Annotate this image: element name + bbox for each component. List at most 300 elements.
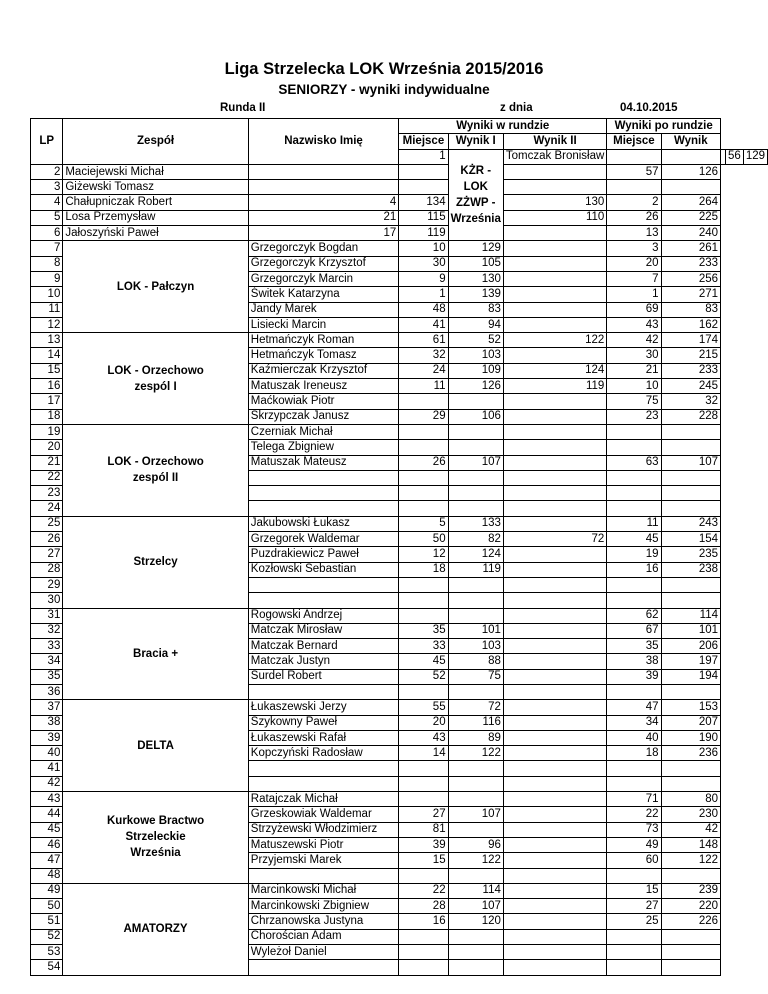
total-score: 271 [661, 287, 720, 302]
round-place [399, 470, 448, 485]
total-place [607, 776, 661, 791]
round-place: 4 [248, 195, 399, 210]
total-place [607, 929, 661, 944]
total-score: 230 [661, 807, 720, 822]
player-name: Rogowski Andrzej [248, 608, 399, 623]
total-place: 75 [607, 394, 661, 409]
total-place: 62 [607, 608, 661, 623]
total-score: 238 [661, 562, 720, 577]
row-lp: 43 [31, 792, 63, 807]
total-score: 197 [661, 654, 720, 669]
round-score-1: 72 [448, 700, 503, 715]
total-score [661, 945, 720, 960]
player-name: Hetmańczyk Tomasz [248, 348, 399, 363]
round-score-2 [503, 853, 606, 868]
round-score-1 [399, 180, 448, 195]
round-score-1: 139 [448, 287, 503, 302]
row-lp: 32 [31, 623, 63, 638]
player-name: Jakubowski Łukasz [248, 516, 399, 531]
round-place [248, 164, 399, 179]
row-lp: 37 [31, 700, 63, 715]
row-lp: 23 [31, 486, 63, 501]
player-name: Grzeskowiak Waldemar [248, 807, 399, 822]
total-place: 21 [607, 363, 661, 378]
total-place [607, 440, 661, 455]
total-place: 60 [607, 853, 661, 868]
team-name [63, 700, 248, 792]
round-score-1: 120 [448, 914, 503, 929]
row-lp: 18 [31, 409, 63, 424]
total-score [661, 180, 720, 195]
total-score: 207 [661, 715, 720, 730]
player-name: Matuszewski Piotr [248, 837, 399, 852]
player-name: Łukaszewski Rafał [248, 730, 399, 745]
total-score: 42 [661, 822, 720, 837]
total-place [607, 945, 661, 960]
total-place: 27 [607, 899, 661, 914]
round-score-2 [503, 348, 606, 363]
row-lp: 12 [31, 317, 63, 332]
row-lp: 33 [31, 639, 63, 654]
total-score: 220 [661, 899, 720, 914]
total-place: 1 [607, 287, 661, 302]
team-name [63, 792, 248, 884]
player-name [248, 960, 399, 975]
round-score-1 [399, 164, 448, 179]
total-score: 256 [661, 271, 720, 286]
round-score-1: 75 [448, 669, 503, 684]
row-lp: 39 [31, 730, 63, 745]
row-lp: 41 [31, 761, 63, 776]
row-lp: 51 [31, 914, 63, 929]
round-place [399, 761, 448, 776]
round-score-1: 107 [448, 899, 503, 914]
round-score-2 [503, 164, 606, 179]
round-score-2 [503, 929, 606, 944]
table-row [31, 516, 768, 531]
total-place: 73 [607, 822, 661, 837]
round-score-1 [448, 960, 503, 975]
team-name-text: AMATORZY [123, 923, 188, 936]
row-lp: 11 [31, 302, 63, 317]
row-lp: 5 [31, 210, 63, 225]
total-score: 148 [661, 837, 720, 852]
player-name: Puzdrakiewicz Paweł [248, 547, 399, 562]
round-score-2 [503, 287, 606, 302]
round-score-2 [503, 945, 606, 960]
round-place: 41 [399, 317, 448, 332]
table-row [31, 883, 768, 898]
total-score [661, 593, 720, 608]
round-place [399, 424, 448, 439]
round-score-2: 110 [503, 210, 606, 225]
total-score: 206 [661, 639, 720, 654]
round-score-2 [503, 730, 606, 745]
total-place: 26 [607, 210, 661, 225]
row-lp: 13 [31, 333, 63, 348]
round-score-2 [503, 302, 606, 317]
player-name: Grzegorek Waldemar [248, 532, 399, 547]
round-place: 22 [399, 883, 448, 898]
row-lp: 53 [31, 945, 63, 960]
total-score: 235 [661, 547, 720, 562]
round-score-1: 114 [448, 883, 503, 898]
player-name: Matuszak Mateusz [248, 455, 399, 470]
row-lp: 54 [31, 960, 63, 975]
after-round-header: Wyniki po rundzie [607, 119, 721, 134]
row-lp: 22 [31, 470, 63, 485]
table-row [31, 180, 768, 195]
player-name: Lisiecki Marcin [248, 317, 399, 332]
round-place [399, 776, 448, 791]
col-score-total-header: Wynik [661, 134, 720, 149]
round-place [399, 486, 448, 501]
table-row [31, 241, 768, 256]
row-lp: 49 [31, 883, 63, 898]
player-name: Matuszak Ireneusz [248, 379, 399, 394]
total-score: 162 [661, 317, 720, 332]
round-place: 55 [399, 700, 448, 715]
round-place [399, 394, 448, 409]
player-name: Marcinkowski Michał [248, 883, 399, 898]
total-place: 19 [607, 547, 661, 562]
round-score-2: 130 [503, 195, 606, 210]
date-label: z dnia [500, 102, 533, 114]
team-name-text: Bracia + [133, 647, 179, 660]
round-place: 52 [399, 669, 448, 684]
player-name [248, 577, 399, 592]
player-name: Maćkowiak Piotr [248, 394, 399, 409]
total-score: 80 [661, 792, 720, 807]
total-score: 239 [661, 883, 720, 898]
player-name: Tomczak Bronisław [503, 149, 606, 164]
total-score: 228 [661, 409, 720, 424]
round-place [607, 149, 661, 164]
round-score-2 [503, 226, 606, 241]
total-score: 107 [661, 455, 720, 470]
total-score: 126 [661, 164, 720, 179]
round-score-2 [503, 684, 606, 699]
total-score: 240 [661, 226, 720, 241]
round-score-2 [503, 271, 606, 286]
total-place: 10 [607, 379, 661, 394]
round-place: 35 [399, 623, 448, 638]
round-place [399, 960, 448, 975]
round-score-2 [503, 669, 606, 684]
total-place [607, 180, 661, 195]
round-score-1: 103 [448, 348, 503, 363]
round-score-2 [503, 960, 606, 975]
round-score-1: 106 [448, 409, 503, 424]
total-place: 47 [607, 700, 661, 715]
round-score-2 [503, 746, 606, 761]
round-place: 43 [399, 730, 448, 745]
total-score: 32 [661, 394, 720, 409]
total-place: 67 [607, 623, 661, 638]
total-place: 63 [607, 455, 661, 470]
player-name: Grzegorczyk Marcin [248, 271, 399, 286]
round-score-2 [503, 486, 606, 501]
player-name [248, 501, 399, 516]
total-place: 22 [607, 807, 661, 822]
total-place [607, 960, 661, 975]
round-score-1: 107 [448, 455, 503, 470]
round-score-1: 101 [448, 623, 503, 638]
row-lp: 52 [31, 929, 63, 944]
round-place: 1 [399, 287, 448, 302]
col-place-total-header: Miejsce [607, 134, 661, 149]
row-lp: 4 [31, 195, 63, 210]
total-score [661, 761, 720, 776]
round-score-1: 52 [448, 333, 503, 348]
player-name [248, 776, 399, 791]
round-place [399, 501, 448, 516]
total-score [661, 440, 720, 455]
round-place [399, 868, 448, 883]
row-lp: 14 [31, 348, 63, 363]
total-place: 2 [607, 195, 661, 210]
row-lp: 38 [31, 715, 63, 730]
round-place: 14 [399, 746, 448, 761]
total-place: 25 [607, 914, 661, 929]
total-place [607, 761, 661, 776]
round-score-2 [503, 623, 606, 638]
round-score-2 [503, 409, 606, 424]
total-score: 114 [661, 608, 720, 623]
round-score-1: 130 [448, 271, 503, 286]
total-place: 16 [607, 562, 661, 577]
team-name [63, 333, 248, 425]
round-place: 18 [399, 562, 448, 577]
date-value: 04.10.2015 [620, 102, 678, 114]
total-score [661, 501, 720, 516]
total-place: 57 [607, 164, 661, 179]
team-name [63, 608, 248, 700]
round-place: 39 [399, 837, 448, 852]
round-score-2 [503, 470, 606, 485]
round-score-2 [503, 914, 606, 929]
round-score-2 [503, 608, 606, 623]
team-name-text: LOK - Orzechowo zespól II [107, 456, 204, 485]
team-name-text: Strzelcy [133, 556, 178, 569]
row-lp: 30 [31, 593, 63, 608]
total-place: 3 [607, 241, 661, 256]
total-score: 236 [661, 746, 720, 761]
round-score-1: 107 [448, 807, 503, 822]
row-lp: 35 [31, 669, 63, 684]
round-place: 5 [399, 516, 448, 531]
total-place: 18 [607, 746, 661, 761]
round-score-2 [503, 547, 606, 562]
round-place: 81 [399, 822, 448, 837]
total-score: 190 [661, 730, 720, 745]
total-place: 35 [607, 639, 661, 654]
row-lp: 34 [31, 654, 63, 669]
round-place [399, 440, 448, 455]
round-score-2 [503, 700, 606, 715]
row-lp: 31 [31, 608, 63, 623]
round-place: 21 [248, 210, 399, 225]
round-score-1: 82 [448, 532, 503, 547]
row-lp: 21 [31, 455, 63, 470]
round-score-2 [503, 562, 606, 577]
table-row [31, 210, 768, 225]
round-place [399, 945, 448, 960]
col-lp-header: LP [31, 119, 63, 165]
total-score: 174 [661, 333, 720, 348]
round-place: 12 [399, 547, 448, 562]
row-lp: 24 [31, 501, 63, 516]
row-lp: 25 [31, 516, 63, 531]
player-name: Kaźmierczak Krzysztof [248, 363, 399, 378]
row-lp: 8 [31, 256, 63, 271]
team-name-text: LOK - Pałczyn [116, 280, 195, 293]
total-place: 49 [607, 837, 661, 852]
team-name-text: DELTA [137, 739, 174, 752]
round-score-2 [503, 654, 606, 669]
round-place: 15 [399, 853, 448, 868]
round-score-1 [448, 608, 503, 623]
total-score: 225 [661, 210, 720, 225]
table-row [31, 792, 768, 807]
round-score-2 [503, 424, 606, 439]
round-score-2 [503, 577, 606, 592]
row-lp: 28 [31, 562, 63, 577]
round-place: 10 [399, 241, 448, 256]
player-name: Maciejewski Michał [63, 164, 248, 179]
col-place-header: Miejsce [399, 134, 448, 149]
col-name-header: Nazwisko Imię [248, 119, 399, 165]
player-name: Chałupniczak Robert [63, 195, 248, 210]
round-score-1 [448, 929, 503, 944]
total-place: 20 [607, 256, 661, 271]
round-place: 9 [399, 271, 448, 286]
total-place [607, 470, 661, 485]
round-score-1: 105 [448, 256, 503, 271]
round-score-2 [503, 501, 606, 516]
round-place [399, 684, 448, 699]
row-lp: 44 [31, 807, 63, 822]
total-place [607, 486, 661, 501]
team-name [63, 424, 248, 516]
table-row [31, 608, 768, 623]
player-name: Grzegorczyk Krzysztof [248, 256, 399, 271]
round-score-1: 133 [448, 516, 503, 531]
team-name [448, 149, 503, 241]
row-lp: 42 [31, 776, 63, 791]
player-name: Marcinkowski Zbigniew [248, 899, 399, 914]
round-place: 26 [399, 455, 448, 470]
total-score [661, 960, 720, 975]
total-score: 243 [661, 516, 720, 531]
row-lp: 10 [31, 287, 63, 302]
round-place: 24 [399, 363, 448, 378]
round-place [248, 180, 399, 195]
total-score: 226 [661, 914, 720, 929]
round-score-1: 89 [448, 730, 503, 745]
player-name: Jałoszyński Paweł [63, 226, 248, 241]
player-name [248, 868, 399, 883]
round-score-2 [503, 868, 606, 883]
total-place: 69 [607, 302, 661, 317]
page-subtitle: SENIORZY - wyniki indywidualne [278, 82, 490, 97]
table-row [31, 700, 768, 715]
total-score [661, 929, 720, 944]
total-score: 261 [661, 241, 720, 256]
round-score-2: 72 [503, 532, 606, 547]
round-place: 17 [248, 226, 399, 241]
round-score-1 [448, 424, 503, 439]
row-lp: 29 [31, 577, 63, 592]
row-lp: 47 [31, 853, 63, 868]
row-lp: 36 [31, 684, 63, 699]
round-score-1: 129 [448, 241, 503, 256]
total-score: 215 [661, 348, 720, 363]
round-score-1: 115 [399, 210, 448, 225]
round-place: 20 [399, 715, 448, 730]
total-place: 43 [607, 317, 661, 332]
player-name: Matczak Mirosław [248, 623, 399, 638]
round-score-1 [448, 394, 503, 409]
col-score2-header: Wynik II [503, 134, 606, 149]
round-score-2 [503, 440, 606, 455]
round-place: 50 [399, 532, 448, 547]
total-place: 39 [607, 669, 661, 684]
row-lp: 26 [31, 532, 63, 547]
results-table [30, 118, 768, 976]
round-score-1 [448, 577, 503, 592]
round-score-2 [503, 883, 606, 898]
table-row [31, 333, 768, 348]
total-score: 154 [661, 532, 720, 547]
row-lp: 16 [31, 379, 63, 394]
round-score-2 [503, 776, 606, 791]
total-score: 122 [661, 853, 720, 868]
team-name [63, 241, 248, 333]
row-lp: 2 [31, 164, 63, 179]
total-place: 56 [726, 149, 744, 164]
round-place [399, 577, 448, 592]
round-place: 48 [399, 302, 448, 317]
total-place [607, 501, 661, 516]
total-score: 194 [661, 669, 720, 684]
round-score-2 [503, 516, 606, 531]
round-label: Runda II [220, 102, 266, 114]
round-score-2 [503, 180, 606, 195]
player-name: Kopczyński Radosław [248, 746, 399, 761]
total-place: 71 [607, 792, 661, 807]
total-score: 101 [661, 623, 720, 638]
round-score-2: 124 [503, 363, 606, 378]
player-name: Hetmańczyk Roman [248, 333, 399, 348]
player-name: Szykowny Paweł [248, 715, 399, 730]
player-name: Skrzypczak Janusz [248, 409, 399, 424]
player-name: Wyleżoł Daniel [248, 945, 399, 960]
round-score-1: 96 [448, 837, 503, 852]
player-name: Świtek Katarzyna [248, 287, 399, 302]
total-place: 34 [607, 715, 661, 730]
total-place [607, 868, 661, 883]
total-place [607, 684, 661, 699]
player-name [248, 761, 399, 776]
round-score-2 [503, 761, 606, 776]
round-place: 16 [399, 914, 448, 929]
player-name: Chorościan Adam [248, 929, 399, 944]
round-score-1: 94 [448, 317, 503, 332]
player-name [248, 486, 399, 501]
team-name [63, 883, 248, 975]
table-row [31, 424, 768, 439]
